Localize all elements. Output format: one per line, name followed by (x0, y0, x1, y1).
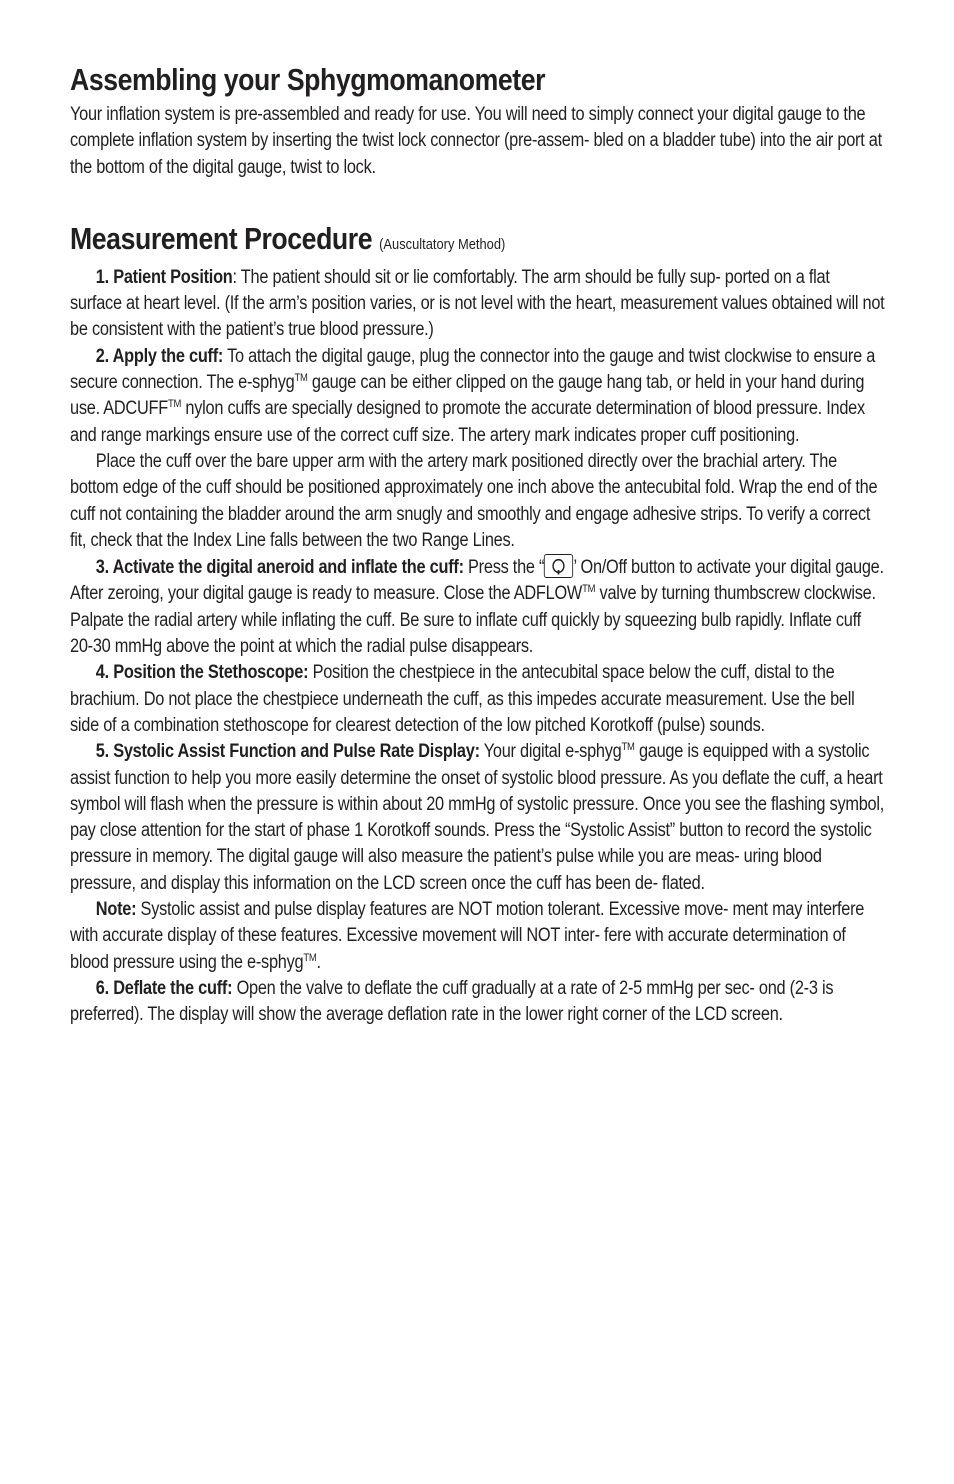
trademark: TM (303, 951, 317, 964)
step-heading: 1. Patient Position (95, 266, 233, 288)
step-patient-position: 1. Patient Position: The patient should sit or lie comfortably. The arm should be fully sup- ported on a flat surface at heart level. (If the arm’s position varies, or is not level with the heart, measurement values obtained will not be consistent with the patient’s true blood pressure.) (70, 266, 885, 341)
measurement-steps (70, 265, 885, 1029)
power-button-icon (544, 554, 573, 578)
assembling-paragraph (70, 102, 885, 181)
trademark: TM (582, 583, 596, 596)
step-heading: 5. Systolic Assist Function and Pulse Rate Display: (95, 741, 480, 763)
step-heading: 2. Apply the cuff: (95, 345, 224, 367)
step-heading: 4. Position the Stethoscope: (95, 662, 309, 684)
step-heading: 3. Activate the digital aneroid and inflate the cuff: (95, 557, 464, 579)
step-apply-cuff: 2. Apply the cuff: To attach the digital gauge, plug the connector into the gauge and twist clockwise to ensure a secure connection. The e-sphyg™ gauge can be either clipped on the gauge hang tab, or held in your hand during use. ADCUFF™ nylon cuffs are specially designed to promote the accurate determination of blood pressure. Index and range markings ensure use of the correct cuff size. The artery mark indicates proper cuff positioning. (70, 345, 876, 446)
step-heading: 6. Deflate the cuff: (95, 977, 233, 999)
step-activate-gauge: 3. Activate the digital aneroid and inflate the cuff: Press the “ ’ On/Off button to activate your digital gauge. After zeroing, your digital gauge is ready to measure. Close the ADFLOW™ valve by turning thumbscrew clockwise. Palpate the radial artery while inflating the cuff. Be sure to inflate cuff quickly by squeezing bulb rapidly. Inflate cuff 20-30 mmHg above the point at which the radial pulse disappears. (70, 554, 885, 660)
trademark: TM (294, 372, 308, 385)
note-heading: Note: (95, 899, 137, 921)
step-position-stethoscope: 4. Position the Stethoscope: Position the chestpiece in the antecubital space below the cuff, distal to the brachium. Do not place the chestpiece underneath the cuff, as this impedes accurate measurement. Use the bell side of a combination stethoscope for clearest detection of the low pitched Korotkoff (pulse) sounds. (70, 662, 855, 736)
step-deflate-cuff: 6. Deflate the cuff: Open the valve to deflate the cuff gradually at a rate of 2-5 mmHg per sec- ond (2-3 is preferred). The display will show the average deflation rate in the lower right corner of the LCD screen. (70, 977, 834, 1026)
section-title-assembling: Assembling your Sphygmomanometer (70, 62, 546, 97)
manual-page (70, 60, 885, 1029)
note-paragraph: Note: Systolic assist and pulse display features are NOT motion tolerant. Excessive move- ment may interfere with accurate display of these features. Excessive movement will NOT inter- fere with accurate determination of blood pressure using the e-sphyg™. (70, 899, 865, 973)
section-subtitle: (Auscultatory Method) (379, 235, 506, 253)
section-title-measurement: Measurement Procedure (Auscultatory Method) (70, 220, 506, 256)
trademark: TM (167, 398, 182, 411)
step-systolic-assist: 5. Systolic Assist Function and Pulse Rate Display: Your digital e-sphyg™ gauge is equipped with a systolic assist function to help you more easily determine the onset of systolic blood pressure. As you deflate the cuff, a heart symbol will flash when the pressure is within about 20 mmHg of systolic pressure. Once you see the flashing symbol, pay close attention for the start of phase 1 Korotkoff sounds. Press the “Systolic Assist” button to record the systolic pressure in memory. The digital gauge will also measure the patient’s pulse while you are meas- uring blood pressure, and display this information on the LCD screen once the cuff has been de- flated. (70, 741, 885, 894)
assembling-text: Your inflation system is pre-assembled and ready for use. You will need to simply connect your digital gauge to the complete inflation system by inserting the twist lock connector (pre-assem- bled on a bladder tube) into the air port at the bottom of the digital gauge, twist to lock. (70, 104, 882, 178)
cuff-placement-paragraph: Place the cuff over the bare upper arm with the artery mark positioned directly over the brachial artery. The bottom edge of the cuff should be positioned approximately one inch above the antecubital fold. Wrap the end of the cuff not containing the bladder around the arm snugly and smoothly and engage adhesive strips. To verify a correct fit, check that the Index Line falls between the two Range Lines. (70, 450, 878, 551)
trademark: TM (621, 741, 635, 754)
